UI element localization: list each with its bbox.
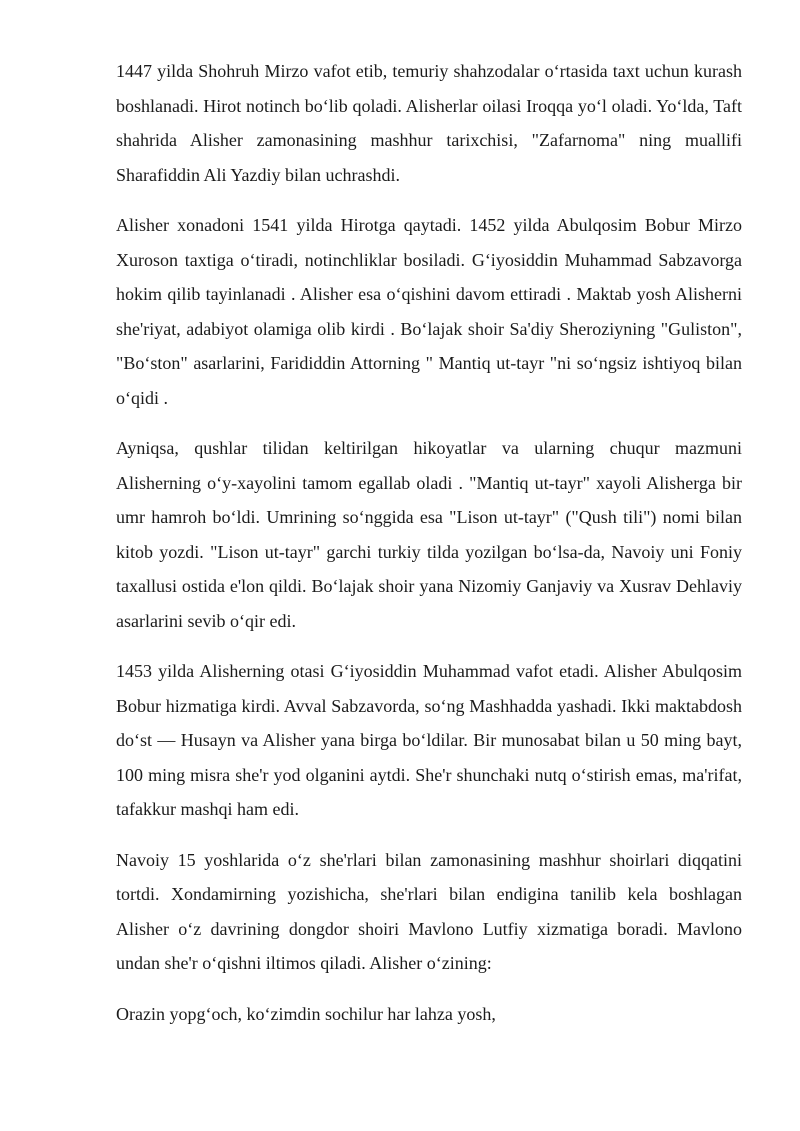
paragraph-3: Ayniqsa, qushlar tilidan keltirilgan hikoyatlar va ularning chuqur mazmuni Alisherning o‘y-xayolini tamom egallab oladi . "Mantiq ut-tayr" xayoli Alisherga bir umr hamroh bo‘ldi. Umrining so‘nggida esa "Lison ut-tayr" ("Qush tili") nomi bilan kitob yozdi. "Lison ut-tayr" garchi turkiy tilda yozilgan bo‘lsa-da, Navoiy uni Foniy taxallusi ostida e'lon qildi. Bo‘lajak shoir yana Nizomiy Ganjaviy va Xusrav Dehlaviy asarlarini sevib o‘qir edi. — [116, 438, 742, 631]
paragraph-4: 1453 yilda Alisherning otasi G‘iyosiddin Muhammad vafot etadi. Alisher Abulqosim Bobur hizmatiga kirdi. Avval Sabzavorda, so‘ng Mashhadda yashadi. Ikki maktabdosh do‘st — Husayn va Alisher yana birga bo‘ldilar. Bir munosabat bilan u 50 ming bayt, 100 ming misra she'r yod olganini aytdi. She'r shunchaki nutq o‘stirish emas, ma'rifat, tafakkur mashqi ham edi. — [116, 661, 742, 819]
document-page — [116, 54, 742, 1031]
verse-line: Orazin yopg‘och, ko‘zimdin sochilur har lahza yosh, — [116, 1003, 496, 1024]
paragraph-2: Alisher xonadoni 1541 yilda Hirotga qaytadi. 1452 yilda Abulqosim Bobur Mirzo Xuroson taxtiga o‘tiradi, notinchliklar bosiladi. G‘iyosiddin Muhammad Sabzavorga hokim qilib tayinlanadi . Alisher esa o‘qishini davom ettiradi . Maktab yosh Alisherni she'riyat, adabiyot olamiga olib kirdi . Bo‘lajak shoir Sa'diy Sheroziyning "Guliston", "Bo‘ston" asarlarini, Farididdin Attorning " Mantiq ut-tayr "ni so‘ngsiz ishtiyoq bilan o‘qidi . — [116, 215, 742, 408]
paragraph-1: 1447 yilda Shohruh Mirzo vafot etib, temuriy shahzodalar o‘rtasida taxt uchun kurash boshlanadi. Hirot notinch bo‘lib qoladi. Alisherlar oilasi Iroqqa yo‘l oladi. Yo‘lda, Taft shahrida Alisher zamonasining mashhur tarixchisi, "Zafarnoma" ning muallifi Sharafiddin Ali Yazdiy bilan uchrashdi. — [116, 61, 742, 185]
paragraph-5: Navoiy 15 yoshlarida o‘z she'rlari bilan zamonasining mashhur shoirlari diqqatini tortdi. Xondamirning yozishicha, she'rlari bilan endigina tanilib kela boshlagan Alisher o‘z davrining dongdor shoiri Mavlono Lutfiy xizmatiga boradi. Mavlono undan she'r o‘qishni iltimos qiladi. Alisher o‘zining: — [116, 849, 742, 973]
